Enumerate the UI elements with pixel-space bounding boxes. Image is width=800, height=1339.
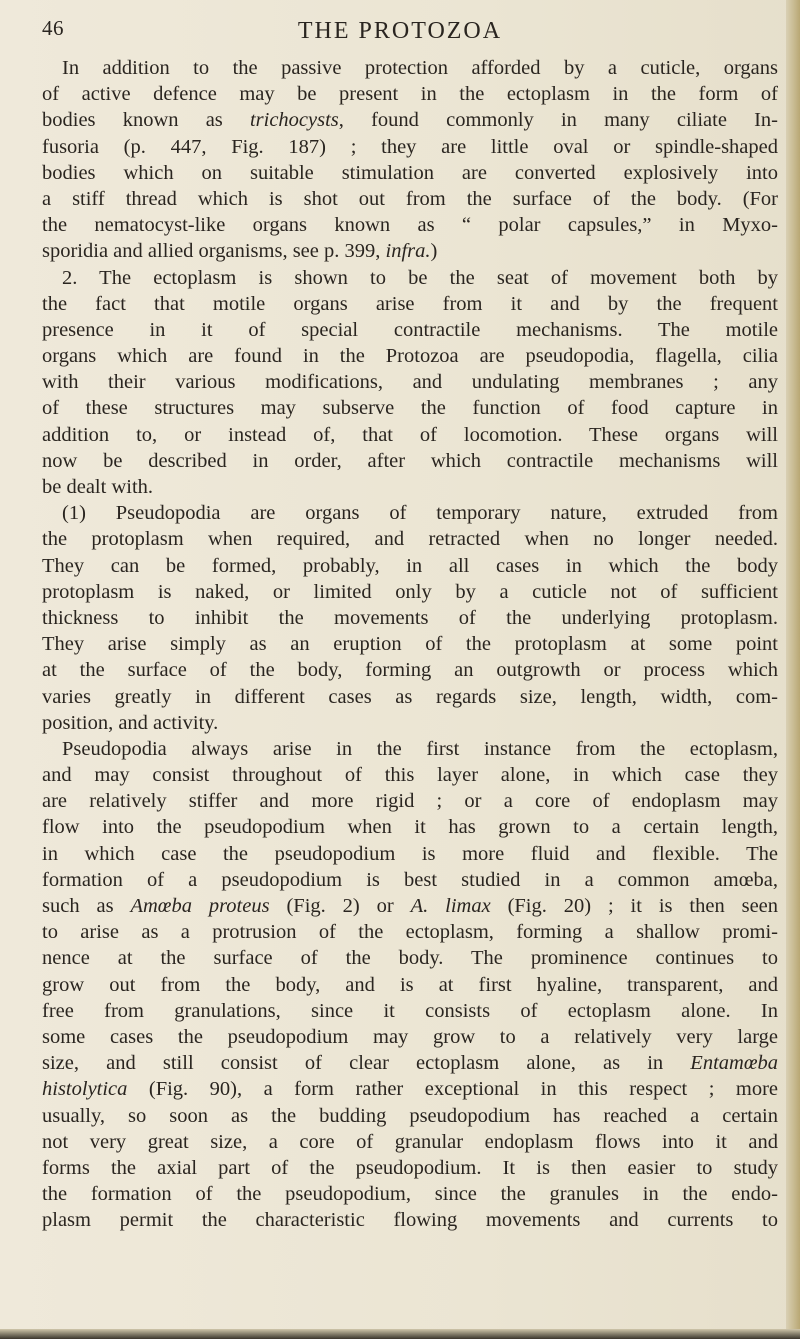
text-segment: (Fig. 90), a form rather exceptional in this respect ; more [127, 1078, 778, 1101]
text-line: not very great size, a core of granular endoplasm flows into it and [42, 1130, 778, 1153]
text-line: position, and activity. [42, 711, 219, 734]
text-line: varies greatly in different cases as regards size, length, width, com- [42, 685, 778, 708]
text-line: flow into the pseudopodium when it has grown to a certain length, [42, 816, 778, 839]
page-header [0, 10, 800, 50]
page-edge-shadow [786, 0, 800, 1339]
text-segment: (Fig. 2) or [269, 895, 411, 917]
italic-term: Entamœba [690, 1052, 778, 1075]
page-bottom-edge [0, 1329, 800, 1339]
text-line: the fact that motile organs arise from it and by the frequent [42, 292, 778, 315]
text-line: of active defence may be present in the ectoplasm in the form of [42, 83, 778, 106]
text-line: are relatively stiffer and more rigid ; or a core of endoplasm may [42, 790, 778, 813]
text-line: the protoplasm when required, and retracted when no longer needed. [42, 528, 778, 551]
text-line: presence in it of special contractile mechanisms. The motile [42, 318, 778, 341]
text-line: (1) Pseudopodia are organs of temporary nature, extruded from [62, 502, 778, 525]
text-line: plasm permit the characteristic flowing movements and currents to [42, 1209, 778, 1232]
text-segment: , found commonly in many ciliate In- [338, 109, 779, 132]
text-line: They arise simply as an eruption of the protoplasm at some point [42, 633, 778, 656]
body-text [42, 55, 778, 1233]
text-line: protoplasm is naked, or limited only by a cuticle not of sufficient [42, 580, 778, 603]
text-segment: bodies known as [42, 109, 250, 132]
running-title: THE PROTOZOA [297, 18, 503, 44]
italic-term: infra. [385, 240, 431, 263]
text-line: the formation of the pseudopodium, since the granules in the endo- [42, 1183, 778, 1206]
text-line: formation of a pseudopodium is best studied in a common amœba, [42, 868, 778, 891]
text-line: and may consist throughout of this layer alone, in which case they [42, 764, 778, 787]
text-line: be dealt with. [42, 476, 154, 498]
text-line: addition to, or instead of, that of locomotion. These organs will [42, 423, 778, 446]
text-line: In addition to the passive protection afforded by a cuticle, organs [62, 57, 778, 79]
text-line [42, 1050, 778, 1076]
text-line: in which case the pseudopodium is more fluid and flexible. The [42, 842, 778, 865]
text-line: grow out from the body, and is at first hyaline, transparent, and [42, 973, 778, 996]
text-line: thickness to inhibit the movements of the underlying protoplasm. [42, 606, 778, 629]
text-line: with their various modifications, and undulating membranes ; any [42, 371, 778, 394]
text-line: Pseudopodia always arise in the first instance from the ectoplasm, [62, 737, 778, 760]
text-line: nence at the surface of the body. The prominence continues to [42, 947, 778, 970]
page-number: 46 [42, 16, 64, 40]
text-line: some cases the pseudopodium may grow to a relatively very large [42, 1025, 778, 1048]
text-segment: sporidia and allied organisms, see p. 399, [42, 240, 386, 263]
italic-term: trichocysts [249, 109, 339, 132]
text-line: the nematocyst-like organs known as “ polar capsules,” in Myxo- [42, 214, 778, 237]
text-line: of these structures may subserve the function of food capture in [42, 397, 778, 420]
text-line [42, 1076, 778, 1102]
text-line: now be described in order, after which contractile mechanisms will [42, 449, 778, 472]
text-segment: size, and still consist of clear ectoplasm alone, as in [42, 1052, 691, 1075]
text-line: to arise as a protrusion of the ectoplasm, forming a shallow promi- [42, 921, 778, 944]
text-line: 2. The ectoplasm is shown to be the seat of movement both by [62, 266, 778, 289]
text-line [42, 107, 778, 133]
text-line: organs which are found in the Protozoa are pseudopodia, flagella, cilia [42, 345, 778, 368]
text-line: They can be formed, probably, in all cases in which the body [42, 554, 778, 577]
text-line: a stiff thread which is shot out from the surface of the body. (For [42, 187, 778, 210]
text-line: usually, so soon as the budding pseudopodium has reached a certain [42, 1104, 778, 1127]
italic-term: Amœba proteus [130, 895, 270, 917]
text-line: bodies which on suitable stimulation are converted explosively into [42, 161, 778, 184]
text-line [42, 238, 778, 264]
text-line: at the surface of the body, forming an outgrowth or process which [42, 659, 778, 682]
text-segment: ) [430, 240, 438, 263]
text-segment: such as [42, 895, 131, 917]
text-line: free from granulations, since it consists of ectoplasm alone. In [42, 999, 778, 1022]
text-line [42, 893, 778, 919]
italic-term: histolytica [42, 1078, 128, 1101]
text-line: fusoria (p. 447, Fig. 187) ; they are little oval or spindle-shaped [42, 135, 778, 158]
text-line: forms the axial part of the pseudopodium. It is then easier to study [42, 1156, 778, 1179]
text-segment: (Fig. 20) ; it is then seen [490, 895, 779, 917]
italic-term: A. limax [410, 895, 491, 917]
